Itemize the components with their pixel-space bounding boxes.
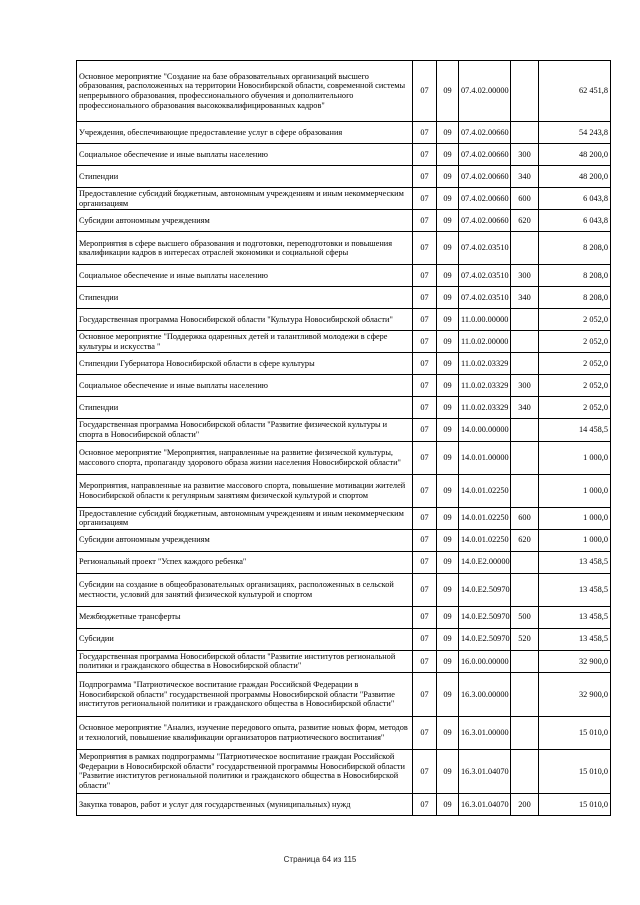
- cell-name: Региональный проект "Успех каждого ребенка": [77, 551, 413, 573]
- cell-name: Стипендии: [77, 166, 413, 188]
- table-row: [77, 309, 611, 331]
- cell-subsection: 09: [437, 793, 459, 815]
- cell-target-article: 07.4.02.03510: [459, 287, 511, 309]
- cell-amount: 8 208,0: [539, 287, 611, 309]
- cell-target-article: 14.0.01.02250: [459, 474, 511, 507]
- cell-section: 07: [413, 441, 437, 474]
- cell-subsection: 09: [437, 419, 459, 441]
- cell-subsection: 09: [437, 375, 459, 397]
- cell-subsection: 09: [437, 716, 459, 749]
- cell-expense-type: [511, 672, 539, 716]
- cell-section: 07: [413, 210, 437, 232]
- table-row: [77, 287, 611, 309]
- cell-section: 07: [413, 331, 437, 353]
- cell-target-article: 14.0.E2.50970: [459, 628, 511, 650]
- cell-subsection: 09: [437, 265, 459, 287]
- cell-subsection: 09: [437, 441, 459, 474]
- cell-name: Стипендии: [77, 397, 413, 419]
- cell-name: Субсидии: [77, 628, 413, 650]
- cell-section: 07: [413, 375, 437, 397]
- cell-target-article: 14.0.E2.50970: [459, 606, 511, 628]
- cell-target-article: 14.0.01.02250: [459, 529, 511, 551]
- cell-amount: 8 208,0: [539, 232, 611, 265]
- cell-target-article: 14.0.E2.00000: [459, 551, 511, 573]
- cell-amount: 48 200,0: [539, 144, 611, 166]
- table-row: [77, 606, 611, 628]
- table-row: [77, 474, 611, 507]
- cell-section: 07: [413, 397, 437, 419]
- table-row: [77, 188, 611, 210]
- table-row: [77, 331, 611, 353]
- cell-amount: 8 208,0: [539, 265, 611, 287]
- cell-section: 07: [413, 188, 437, 210]
- cell-expense-type: 340: [511, 166, 539, 188]
- table-row: [77, 397, 611, 419]
- cell-amount: 13 458,5: [539, 606, 611, 628]
- cell-name: Основное мероприятие "Создание на базе образовательных организаций высшего образования, расположенных на территории Новосибирской области, современной системы непрерывного образования, профессионального обучения и дополнительного профессионального образования высококвалифицированных кадров": [77, 61, 413, 122]
- cell-expense-type: [511, 419, 539, 441]
- cell-expense-type: [511, 441, 539, 474]
- cell-amount: 15 010,0: [539, 716, 611, 749]
- cell-subsection: 09: [437, 309, 459, 331]
- cell-name: Социальное обеспечение и иные выплаты населению: [77, 144, 413, 166]
- cell-subsection: 09: [437, 628, 459, 650]
- cell-name: Основное мероприятие "Мероприятия, направленные на развитие физической культуры, массового спорта, пропаганду здорового образа жизни населения Новосибирской области": [77, 441, 413, 474]
- cell-amount: 54 243,8: [539, 122, 611, 144]
- cell-section: 07: [413, 573, 437, 606]
- cell-amount: 2 052,0: [539, 309, 611, 331]
- cell-expense-type: 620: [511, 210, 539, 232]
- table-row: [77, 419, 611, 441]
- cell-expense-type: [511, 474, 539, 507]
- cell-name: Подпрограмма "Патриотическое воспитание граждан Российской Федерации в Новосибирской области" государственной программы Новосибирской области "Развитие институтов региональной политики и гражданского общества в Новосибирской области": [77, 672, 413, 716]
- cell-name: Основное мероприятие "Поддержка одаренных детей и талантливой молодежи в сфере культуры и искусства ": [77, 331, 413, 353]
- cell-subsection: 09: [437, 529, 459, 551]
- cell-name: Основное мероприятие "Анализ, изучение передового опыта, развитие новых форм, методов и технологий, повышение квалификации организаторов патриотического воспитания": [77, 716, 413, 749]
- cell-subsection: 09: [437, 573, 459, 606]
- table-row: [77, 353, 611, 375]
- cell-section: 07: [413, 650, 437, 672]
- cell-amount: 2 052,0: [539, 397, 611, 419]
- cell-name: Стипендии: [77, 287, 413, 309]
- cell-expense-type: [511, 650, 539, 672]
- cell-amount: 13 458,5: [539, 551, 611, 573]
- cell-expense-type: [511, 331, 539, 353]
- cell-section: 07: [413, 419, 437, 441]
- cell-target-article: 07.4.02.03510: [459, 232, 511, 265]
- cell-subsection: 09: [437, 474, 459, 507]
- cell-expense-type: 520: [511, 628, 539, 650]
- cell-subsection: 09: [437, 188, 459, 210]
- cell-target-article: 07.4.02.03510: [459, 265, 511, 287]
- cell-subsection: 09: [437, 672, 459, 716]
- cell-name: Субсидии автономным учреждениям: [77, 529, 413, 551]
- table-row: [77, 144, 611, 166]
- cell-amount: 1 000,0: [539, 474, 611, 507]
- cell-name: Государственная программа Новосибирской области "Культура Новосибирской области": [77, 309, 413, 331]
- cell-subsection: 09: [437, 551, 459, 573]
- cell-amount: 6 043,8: [539, 210, 611, 232]
- cell-amount: 48 200,0: [539, 166, 611, 188]
- table-row: [77, 232, 611, 265]
- cell-target-article: 14.0.01.00000: [459, 441, 511, 474]
- cell-amount: 1 000,0: [539, 529, 611, 551]
- cell-target-article: 14.0.E2.50970: [459, 573, 511, 606]
- table-row: [77, 650, 611, 672]
- table-row: [77, 61, 611, 122]
- cell-amount: 2 052,0: [539, 353, 611, 375]
- cell-target-article: 16.3.01.00000: [459, 716, 511, 749]
- cell-section: 07: [413, 474, 437, 507]
- cell-subsection: 09: [437, 353, 459, 375]
- cell-amount: 13 458,5: [539, 573, 611, 606]
- cell-name: Мероприятия, направленные на развитие массового спорта, повышение мотивации жителей Новосибирской области к регулярным занятиям физической культурой и спортом: [77, 474, 413, 507]
- cell-expense-type: [511, 232, 539, 265]
- cell-section: 07: [413, 353, 437, 375]
- table-row: [77, 793, 611, 815]
- cell-amount: 2 052,0: [539, 331, 611, 353]
- cell-target-article: 07.4.02.00660: [459, 210, 511, 232]
- cell-expense-type: 300: [511, 375, 539, 397]
- cell-subsection: 09: [437, 397, 459, 419]
- cell-name: Мероприятия в рамках подпрограммы "Патриотическое воспитание граждан Российской Федерации в Новосибирской области" государственной программы Новосибирской области "Развитие институтов региональной политики и гражданского общества в Новосибирской области": [77, 749, 413, 793]
- cell-name: Государственная программа Новосибирской области "Развитие физической культуры и спорта в Новосибирской области": [77, 419, 413, 441]
- cell-amount: 32 900,0: [539, 672, 611, 716]
- cell-target-article: 16.3.01.04070: [459, 793, 511, 815]
- cell-section: 07: [413, 61, 437, 122]
- cell-expense-type: [511, 61, 539, 122]
- table-row: [77, 551, 611, 573]
- cell-expense-type: 340: [511, 287, 539, 309]
- cell-subsection: 09: [437, 331, 459, 353]
- table-row: [77, 716, 611, 749]
- cell-subsection: 09: [437, 122, 459, 144]
- cell-section: 07: [413, 232, 437, 265]
- table-row: [77, 441, 611, 474]
- cell-section: 07: [413, 309, 437, 331]
- cell-amount: 2 052,0: [539, 375, 611, 397]
- table-body: [77, 61, 611, 816]
- cell-amount: 1 000,0: [539, 507, 611, 529]
- cell-expense-type: [511, 309, 539, 331]
- cell-subsection: 09: [437, 144, 459, 166]
- cell-name: Предоставление субсидий бюджетным, автономным учреждениям и иным некоммерческим организациям: [77, 507, 413, 529]
- cell-section: 07: [413, 606, 437, 628]
- cell-name: Предоставление субсидий бюджетным, автономным учреждениям и иным некоммерческим организациям: [77, 188, 413, 210]
- cell-expense-type: [511, 573, 539, 606]
- cell-section: 07: [413, 287, 437, 309]
- cell-target-article: 07.4.02.00660: [459, 166, 511, 188]
- cell-subsection: 09: [437, 287, 459, 309]
- cell-expense-type: [511, 353, 539, 375]
- cell-expense-type: 600: [511, 188, 539, 210]
- cell-target-article: 16.0.00.00000: [459, 650, 511, 672]
- cell-target-article: 07.4.02.00660: [459, 122, 511, 144]
- cell-amount: 14 458,5: [539, 419, 611, 441]
- cell-expense-type: 300: [511, 144, 539, 166]
- cell-subsection: 09: [437, 606, 459, 628]
- cell-target-article: 07.4.02.00660: [459, 144, 511, 166]
- cell-subsection: 09: [437, 61, 459, 122]
- cell-amount: 13 458,5: [539, 628, 611, 650]
- cell-name: Социальное обеспечение и иные выплаты населению: [77, 375, 413, 397]
- cell-target-article: 16.3.00.00000: [459, 672, 511, 716]
- cell-section: 07: [413, 122, 437, 144]
- cell-section: 07: [413, 551, 437, 573]
- cell-expense-type: 340: [511, 397, 539, 419]
- table-row: [77, 672, 611, 716]
- cell-expense-type: [511, 716, 539, 749]
- cell-subsection: 09: [437, 166, 459, 188]
- cell-target-article: 11.0.00.00000: [459, 309, 511, 331]
- cell-section: 07: [413, 507, 437, 529]
- cell-name: Субсидии автономным учреждениям: [77, 210, 413, 232]
- table-row: [77, 265, 611, 287]
- cell-subsection: 09: [437, 650, 459, 672]
- cell-subsection: 09: [437, 507, 459, 529]
- cell-target-article: 07.4.02.00000: [459, 61, 511, 122]
- table-row: [77, 122, 611, 144]
- cell-amount: 15 010,0: [539, 749, 611, 793]
- budget-table: [76, 60, 611, 816]
- table-row: [77, 166, 611, 188]
- cell-section: 07: [413, 793, 437, 815]
- cell-target-article: 14.0.00.00000: [459, 419, 511, 441]
- cell-expense-type: 620: [511, 529, 539, 551]
- table-row: [77, 628, 611, 650]
- cell-section: 07: [413, 265, 437, 287]
- cell-name: Мероприятия в сфере высшего образования и подготовки, переподготовки и повышения квалификации кадров в интересах отраслей экономики и социальной сферы: [77, 232, 413, 265]
- cell-target-article: 11.0.02.03329: [459, 353, 511, 375]
- cell-target-article: 11.0.02.03329: [459, 397, 511, 419]
- cell-expense-type: 600: [511, 507, 539, 529]
- cell-expense-type: [511, 749, 539, 793]
- cell-amount: 1 000,0: [539, 441, 611, 474]
- cell-expense-type: 500: [511, 606, 539, 628]
- cell-target-article: 11.0.02.03329: [459, 375, 511, 397]
- cell-expense-type: [511, 122, 539, 144]
- cell-section: 07: [413, 628, 437, 650]
- cell-expense-type: 200: [511, 793, 539, 815]
- cell-amount: 32 900,0: [539, 650, 611, 672]
- cell-name: Межбюджетные трансферты: [77, 606, 413, 628]
- table-row: [77, 573, 611, 606]
- cell-section: 07: [413, 672, 437, 716]
- cell-amount: 6 043,8: [539, 188, 611, 210]
- cell-target-article: 16.3.01.04070: [459, 749, 511, 793]
- table-row: [77, 529, 611, 551]
- cell-section: 07: [413, 529, 437, 551]
- cell-subsection: 09: [437, 749, 459, 793]
- cell-name: Субсидии на создание в общеобразовательных организациях, расположенных в сельской местности, условий для занятий физической культурой и спортом: [77, 573, 413, 606]
- cell-target-article: 07.4.02.00660: [459, 188, 511, 210]
- table-row: [77, 507, 611, 529]
- cell-name: Социальное обеспечение и иные выплаты населению: [77, 265, 413, 287]
- cell-section: 07: [413, 144, 437, 166]
- cell-name: Стипендии Губернатора Новосибирской области в сфере культуры: [77, 353, 413, 375]
- cell-expense-type: [511, 551, 539, 573]
- cell-target-article: 14.0.01.02250: [459, 507, 511, 529]
- cell-amount: 62 451,8: [539, 61, 611, 122]
- cell-name: Государственная программа Новосибирской области "Развитие институтов региональной политики и гражданского общества в Новосибирской области": [77, 650, 413, 672]
- cell-section: 07: [413, 716, 437, 749]
- cell-target-article: 11.0.02.00000: [459, 331, 511, 353]
- cell-section: 07: [413, 166, 437, 188]
- cell-section: 07: [413, 749, 437, 793]
- cell-name: Закупка товаров, работ и услуг для государственных (муниципальных) нужд: [77, 793, 413, 815]
- cell-expense-type: 300: [511, 265, 539, 287]
- table-row: [77, 749, 611, 793]
- cell-amount: 15 010,0: [539, 793, 611, 815]
- cell-subsection: 09: [437, 232, 459, 265]
- cell-subsection: 09: [437, 210, 459, 232]
- cell-name: Учреждения, обеспечивающие предоставление услуг в сфере образования: [77, 122, 413, 144]
- table-row: [77, 375, 611, 397]
- table-row: [77, 210, 611, 232]
- page-footer: Страница 64 из 115: [283, 855, 357, 864]
